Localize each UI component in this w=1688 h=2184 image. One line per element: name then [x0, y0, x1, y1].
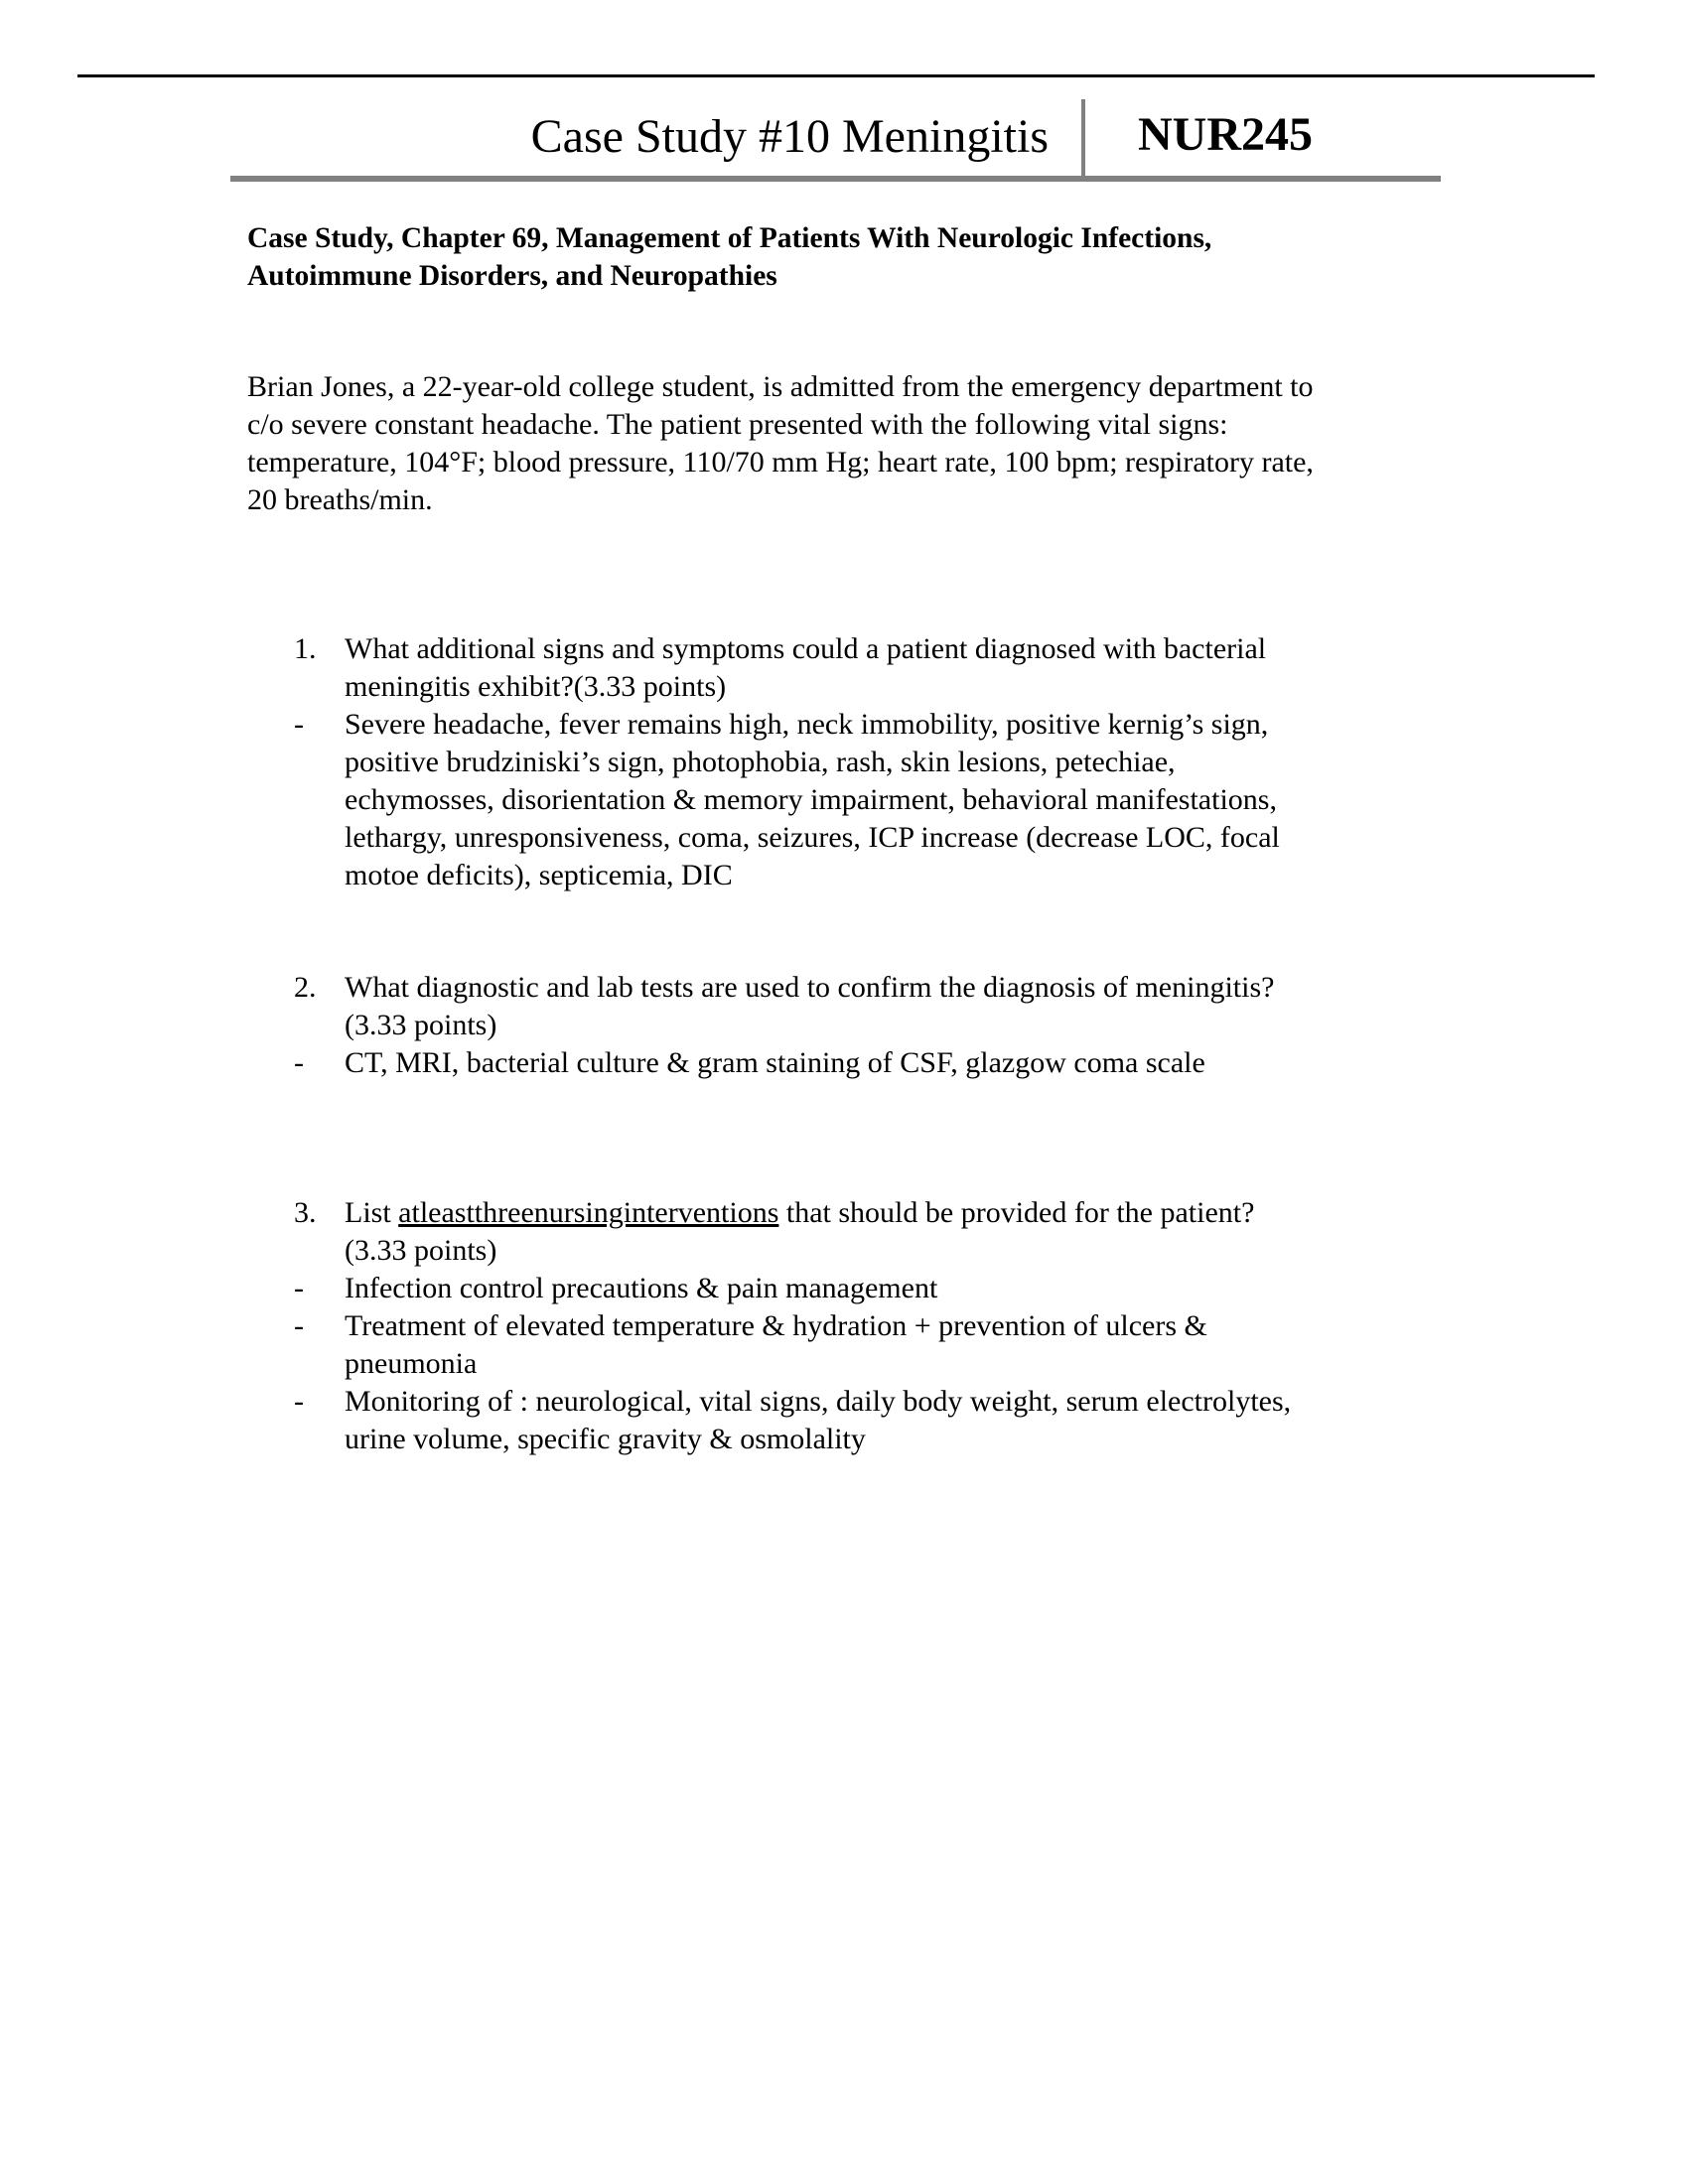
question-number: 2.	[294, 971, 317, 1004]
heading-line: Autoimmune Disorders, and Neuropathies	[247, 260, 777, 292]
underlined-phrase: atleastthreenursinginterventions	[398, 1196, 779, 1229]
dash-marker: -	[294, 1046, 304, 1079]
question-2	[294, 969, 1274, 1082]
document-title: Case Study #10 Meningitis	[530, 110, 1049, 163]
answer-item	[294, 1270, 1291, 1307]
question-text	[294, 969, 1274, 1044]
answer-line: echymosses, disorientation & memory impairment, behavioral manifestations,	[345, 783, 1277, 816]
dash-marker: -	[294, 708, 304, 741]
answer-line: urine volume, specific gravity & osmolality	[345, 1423, 866, 1455]
intro-line: c/o severe constant headache. The patient presented with the following vital signs:	[247, 408, 1228, 441]
question-line: (3.33 points)	[345, 1234, 497, 1267]
intro-line: Brian Jones, a 22-year-old college student, is admitted from the emergency department to	[247, 370, 1314, 403]
dash-marker: -	[294, 1309, 304, 1342]
question-3	[294, 1194, 1291, 1458]
dash-marker: -	[294, 1385, 304, 1418]
course-code: NUR245	[1138, 108, 1313, 161]
answer-line: motoe deficits), septicemia, DIC	[345, 859, 733, 891]
question-text	[294, 630, 1280, 706]
answer-line: Infection control precautions & pain management	[345, 1272, 938, 1304]
question-1	[294, 630, 1280, 894]
question-line: meningitis exhibit?(3.33 points)	[345, 670, 727, 703]
answer-line: Treatment of elevated temperature & hydration + prevention of ulcers &	[345, 1309, 1207, 1342]
intro-line: temperature, 104°F; blood pressure, 110/70 mm Hg; heart rate, 100 bpm; respiratory rate,	[247, 446, 1314, 478]
top-rule	[77, 74, 1595, 77]
answer-line: lethargy, unresponsiveness, coma, seizures, ICP increase (decrease LOC, focal	[345, 821, 1280, 854]
case-intro	[247, 368, 1314, 519]
answer-item	[294, 1044, 1274, 1082]
answer-line: CT, MRI, bacterial culture & gram staining of CSF, glazgow coma scale	[345, 1046, 1205, 1079]
answer-line: positive brudziniski’s sign, photophobia, rash, skin lesions, petechiae,	[345, 746, 1176, 778]
header-separator	[1081, 99, 1085, 179]
header-underline	[230, 176, 1441, 182]
question-number: 3.	[294, 1196, 317, 1229]
question-number: 1.	[294, 632, 317, 665]
answer-item	[294, 706, 1280, 894]
question-line	[345, 1194, 1291, 1232]
answer-item	[294, 1307, 1291, 1383]
answer-line: pneumonia	[345, 1347, 478, 1380]
question-suffix: that should be provided for the patient?	[778, 1196, 1255, 1229]
question-prefix: List	[345, 1196, 399, 1229]
dash-marker: -	[294, 1272, 304, 1304]
answer-item	[294, 1383, 1291, 1458]
question-line: What diagnostic and lab tests are used to confirm the diagnosis of meningitis?	[345, 971, 1275, 1004]
question-text	[294, 1194, 1291, 1270]
question-line: What additional signs and symptoms could a patient diagnosed with bacterial	[345, 632, 1267, 665]
intro-line: 20 breaths/min.	[247, 483, 433, 516]
heading-line: Case Study, Chapter 69, Management of Patients With Neurologic Infections,	[247, 222, 1212, 254]
answer-line: Monitoring of : neurological, vital signs, daily body weight, serum electrolytes,	[345, 1385, 1292, 1418]
question-line: (3.33 points)	[345, 1009, 497, 1041]
chapter-heading	[247, 219, 1211, 295]
answer-line: Severe headache, fever remains high, neck immobility, positive kernig’s sign,	[345, 708, 1269, 741]
